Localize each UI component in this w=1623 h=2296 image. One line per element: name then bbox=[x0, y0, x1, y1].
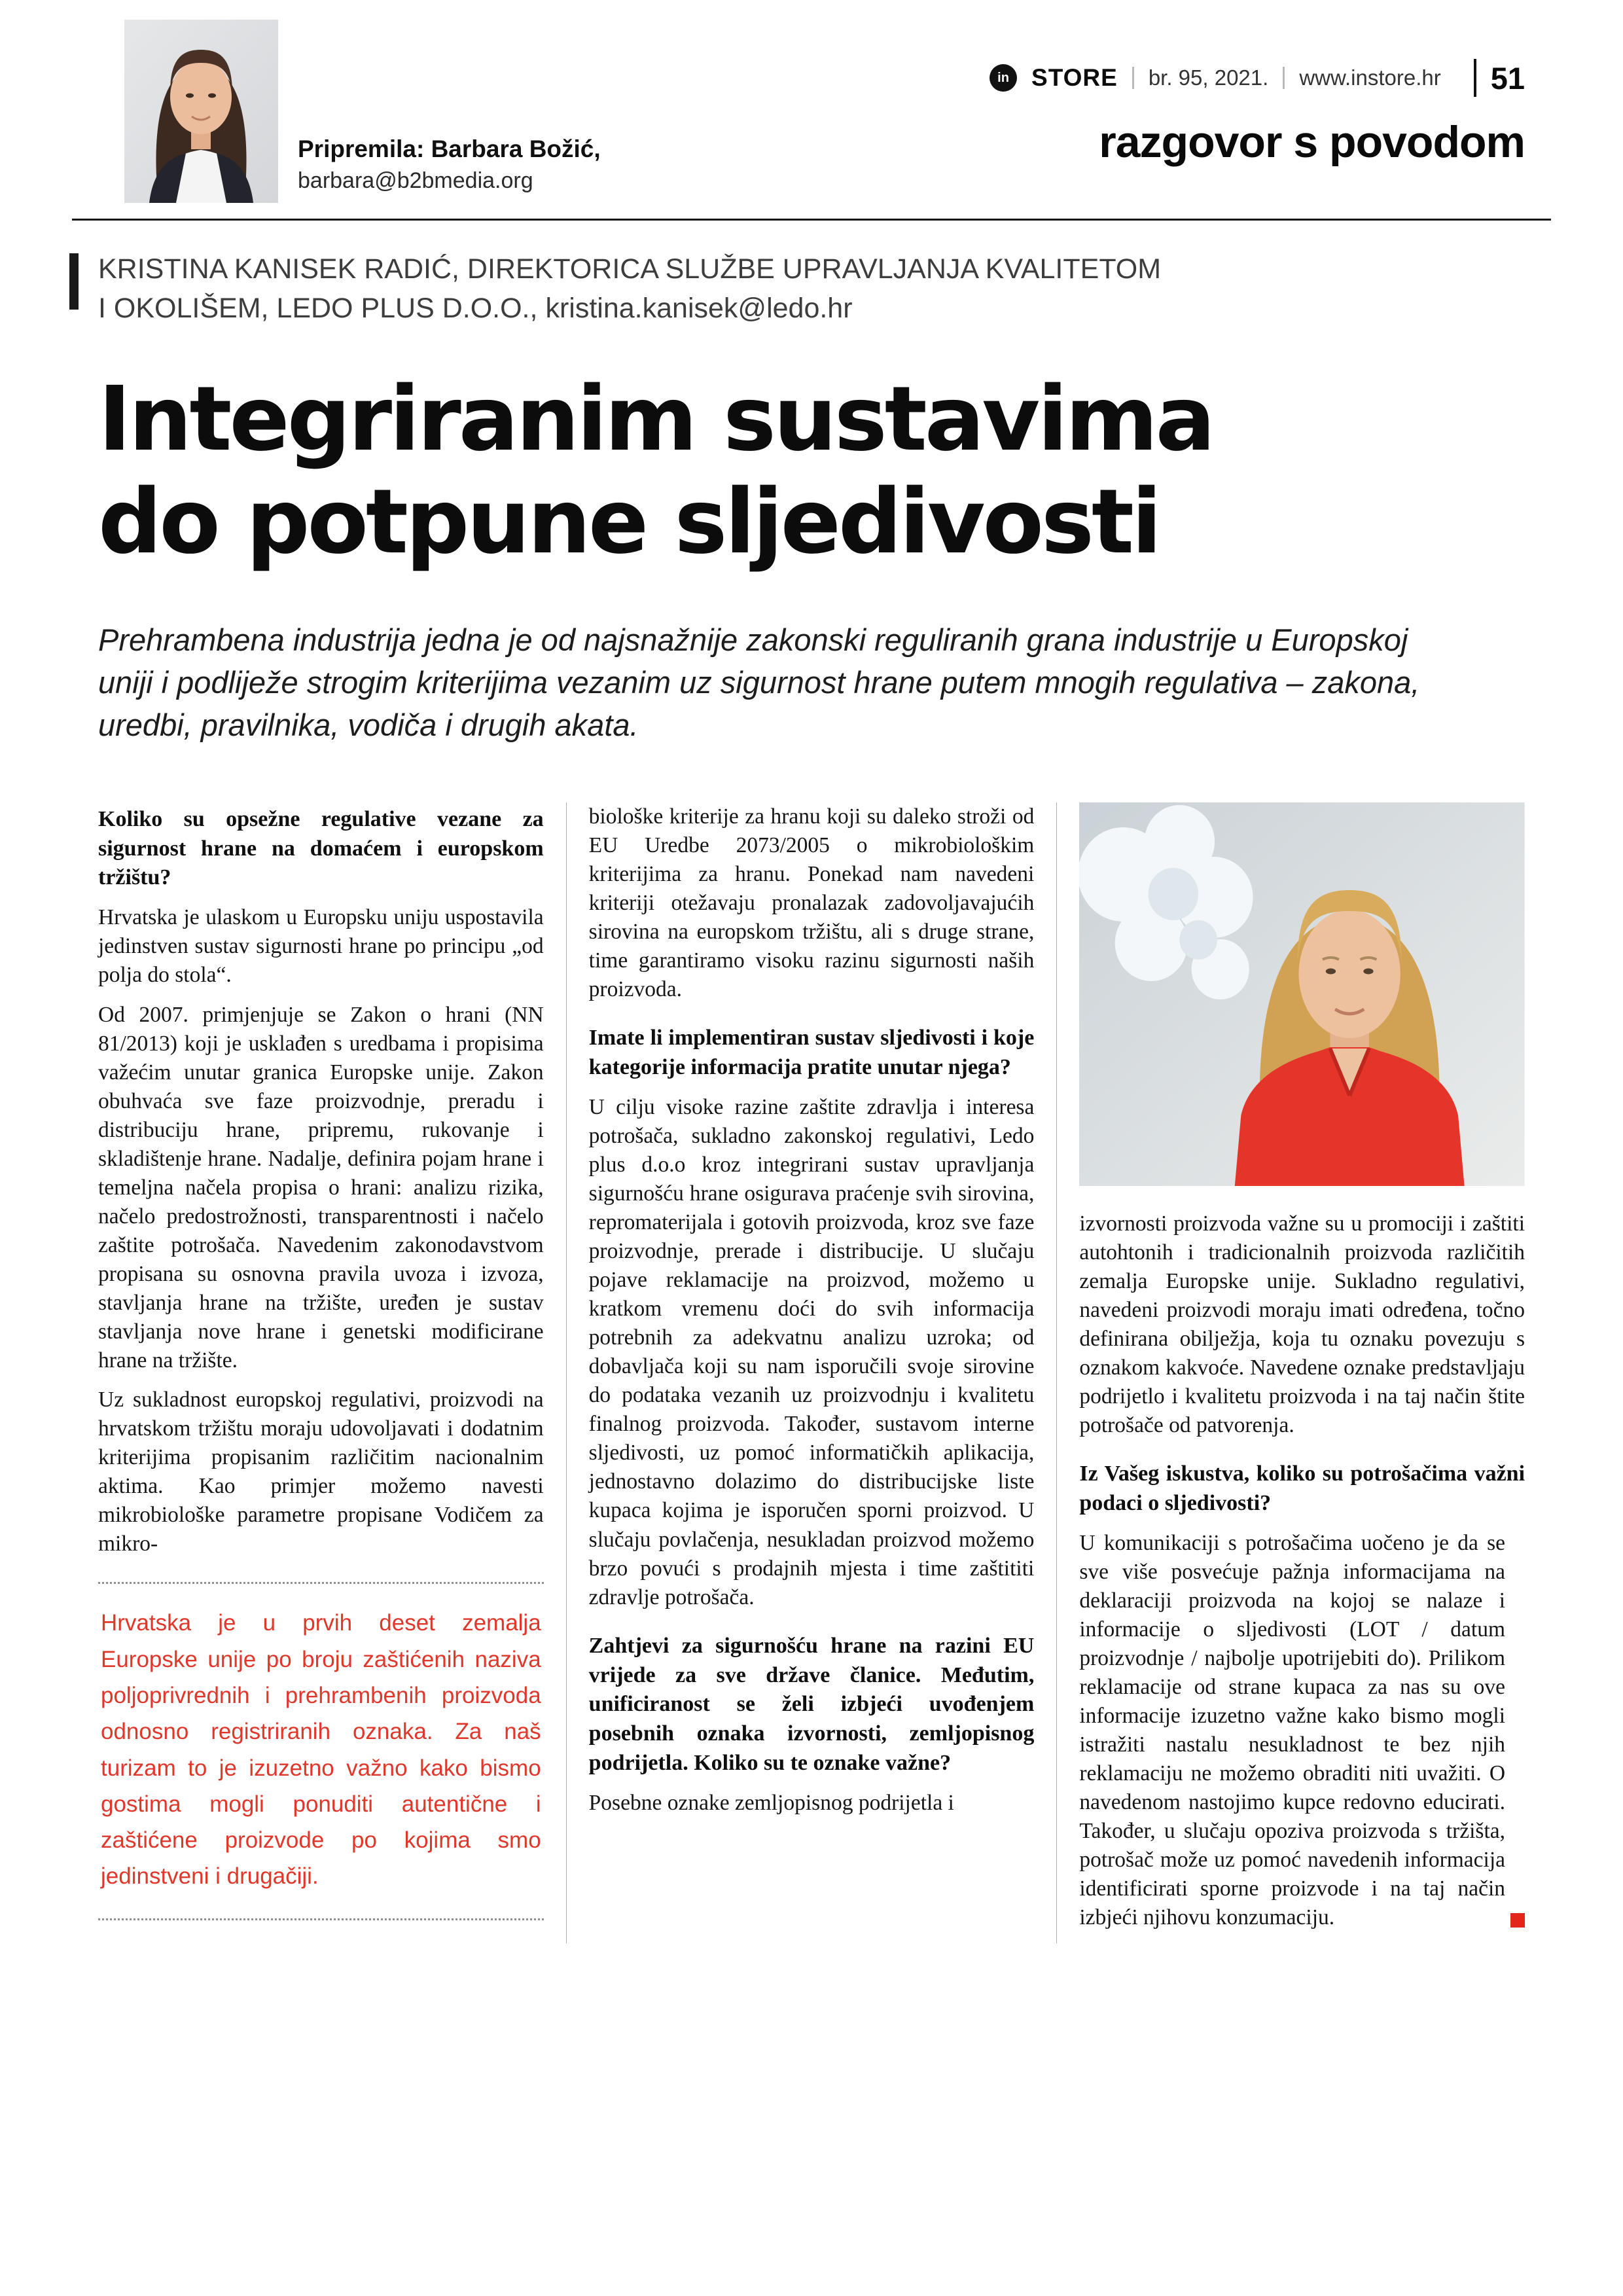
kicker-email: kristina.kanisek@ledo.hr bbox=[545, 293, 853, 325]
end-mark-square bbox=[1510, 1913, 1525, 1928]
kicker-line2: I OKOLIŠEM, LEDO PLUS D.O.O., bbox=[98, 293, 538, 325]
paragraph-text: U komunikaciji s potrošačima uočeno je da se sve više posvećuje pažnja informacijama na deklaraciji proizvoda na kojoj se nalaze i informacije o sljedivosti (LOT / datum proizvodnje / najbolje upotrijebiti do). Prilikom reklamacije od strane kupaca za nas su ove informacije izuzetno važne kako bismo mogli istražiti nastalu nesukladnost te bez njih reklamaciju ne možemo obraditi niti uvažiti. O navedenom nastojimo kupce redovno educirati. Također, u slučaju opoziva proizvoda s tržišta, potrošač može uz pomoć navedenih informacija identificirati sporne proizvode i na taj način izbjeći njihovu konzumaciju. bbox=[1079, 1530, 1506, 1930]
headline-line2: do potpune sljedivosti bbox=[98, 470, 1160, 574]
kicker-bar bbox=[69, 253, 79, 310]
prepared-by-label: Pripremila: Barbara Božić, bbox=[298, 135, 601, 162]
question: Imate li implementiran sustav sljedivosti i koje kategorije informacija pratite unutar njega? bbox=[588, 1026, 1035, 1079]
author-portrait-illustration bbox=[124, 20, 278, 203]
website-label: www.instore.hr bbox=[1299, 65, 1441, 90]
author-email: barbara@b2bmedia.org bbox=[298, 168, 533, 193]
question: Koliko su opsežne regulative vezane za sigurnost hrane na domaćem i europskom tržištu? bbox=[98, 806, 544, 890]
column-2 bbox=[566, 802, 1057, 1943]
kicker bbox=[98, 249, 1525, 328]
section-title: razgovor s povodom bbox=[1099, 117, 1525, 167]
magazine-info-row bbox=[990, 59, 1525, 97]
paragraph: Hrvatska je ulaskom u Europsku uniju uspostavila jedinstven sustav sigurnosti hrane po principu „od polja do stola“. bbox=[98, 905, 544, 988]
header-divider bbox=[1132, 67, 1134, 89]
logo-text: in bbox=[997, 70, 1009, 85]
paragraph bbox=[1079, 1529, 1525, 1933]
paragraph: Uz sukladnost europskoj regulativi, proizvodi na hrvatskom tržištu moraju udovoljavati i dodatnim kriterijima propisanim različitim nacionalnim aktima. Kao primjer možemo navesti mikrobiološke parametre propisane Vodičem za mikro- bbox=[98, 1388, 544, 1556]
page-number-divider bbox=[1474, 59, 1476, 97]
header-rule bbox=[72, 219, 1551, 221]
interview-photo bbox=[1079, 802, 1525, 1186]
paragraph: Od 2007. primjenjuje se Zakon o hrani (NN 81/2013) koji je usklađen s uredbama i propisima važećim unutar granica Europske unije. Zakon obuhvaća sve faze proizvodnje, preradu i distribuciju hrane, pripremu, rukovanje i skladištenje hrane. Nadalje, definira pojam hrane i temeljna načela propisa o hrani: analizu rizika, načelo predostrožnosti, transparentnosti i načelo zaštite potrošača. Navedenim zakonodavstvom propisana su osnovna pravila uvoza i izvoza, stavljanja hrane na tržište, uređen je sustav stavljanja nove hrane i genetski modificirane hrane na tržište. bbox=[98, 1002, 544, 1373]
page-header bbox=[98, 20, 1525, 203]
column-3 bbox=[1056, 802, 1525, 1943]
page-number: 51 bbox=[1490, 60, 1525, 96]
paragraph: U cilju visoke razine zaštite zdravlja i interesa potrošača, sukladno zakonskoj regulativi, Ledo plus d.o.o kroz integrirani sustav upravljanja sigurnošću hrane osigurava praćenje svih sirovina, repromaterijala i gotovih proizvoda, kroz sve faze proizvodnje, prerade i distribucije. U slučaju pojave reklamacije na proizvod, možemo u kratkom vremenu doći do svih informacija potrebnih za adekvatnu analizu uzroka; od dobavljača koji su nam isporučili svoje sirovine do podataka vezanih uz proizvodnju i kvalitetu finalnog proizvoda. Također, sustavom interne sljedivosti, uz pomoć informatičkih aplikacija, jednostavno dolazimo do distribucijske liste kupaca kojima je isporučen sporni proizvod. U slučaju povlačenja, nesukladan proizvod možemo brzo povući s prodajnih mjesta i time zaštititi zdravlje potrošača. bbox=[588, 1094, 1035, 1609]
author-credit bbox=[298, 135, 601, 203]
author-photo bbox=[124, 20, 278, 203]
paragraph: biološke kriterije za hranu koji su daleko stroži od EU Uredbe 2073/2005 o mikrobiološkim kriterijima za hranu. Ponekad nam navedeni kriteriji otežavaju pronalazak zadovoljavajućih sirovina na europskom tržištu, ali s druge strane, time garantiramo visoku razinu sigurnosti naših proizvoda. bbox=[588, 804, 1035, 1002]
pull-quote: Hrvatska je u prvih deset zemalja Europske unije po broju zaštićenih naziva poljoprivrednih i prehrambenih proizvoda odnosno registriranih oznaka. Za naš turizam to je izuzetno važno kako bismo gostima mogli ponuditi autentične i zaštićene proizvode po kojima smo jedinstveni i drugačiji. bbox=[98, 1582, 544, 1920]
author-block bbox=[124, 20, 601, 203]
article-body bbox=[98, 802, 1525, 1943]
headline-line1: Integriranim sustavima bbox=[98, 368, 1213, 472]
kicker-line1: KRISTINA KANISEK RADIĆ, DIREKTORICA SLUŽBE UPRAVLJANJA KVALITETOM bbox=[98, 253, 1162, 285]
paragraph: izvornosti proizvoda važne su u promociji i zaštiti autohtonih i tradicionalnih proizvoda različitih zemalja Europske unije. Sukladno regulativi, navedeni proizvodi moraju imati određena, točno definirana obilježja, koja tu oznaku povezuju s oznakom kakvoće. Navedene oznake predstavljaju podrijetlo i kvalitetu proizvoda i na taj način štite potrošače od patvorenja. bbox=[1079, 1211, 1525, 1438]
interviewee-portrait-illustration bbox=[1079, 802, 1525, 1186]
magazine-name: STORE bbox=[1031, 64, 1118, 91]
header-divider bbox=[1283, 67, 1285, 89]
question: Zahtjevi za sigurnošću hrane na razini EU vrijede za sve države članice. Međutim, unificiranost se želi izbjeći uvođenjem posebnih oznaka izvornosti, zemljopisnog podrijetla. Koliko su te oznake važne? bbox=[588, 1633, 1035, 1776]
issue-label: br. 95, 2021. bbox=[1148, 65, 1269, 90]
question: Iz Vašeg iskustva, koliko su potrošačima važni podaci o sljedivosti? bbox=[1079, 1462, 1525, 1515]
paragraph: Posebne oznake zemljopisnog podrijetla i bbox=[588, 1791, 954, 1816]
masthead-right bbox=[990, 20, 1525, 168]
lede-paragraph: Prehrambena industrija jedna je od najsnažnije zakonski reguliranih grana industrije u Europskoj uniji i podliježe strogim kriterijima vezanim uz sigurnost hrane putem mnogih regulativa – zakona, uredbi, pravilnika, vodiča i drugih akata. bbox=[98, 622, 1420, 742]
column-1 bbox=[98, 802, 566, 1943]
headline bbox=[98, 368, 1525, 573]
instore-logo-icon bbox=[990, 64, 1017, 92]
